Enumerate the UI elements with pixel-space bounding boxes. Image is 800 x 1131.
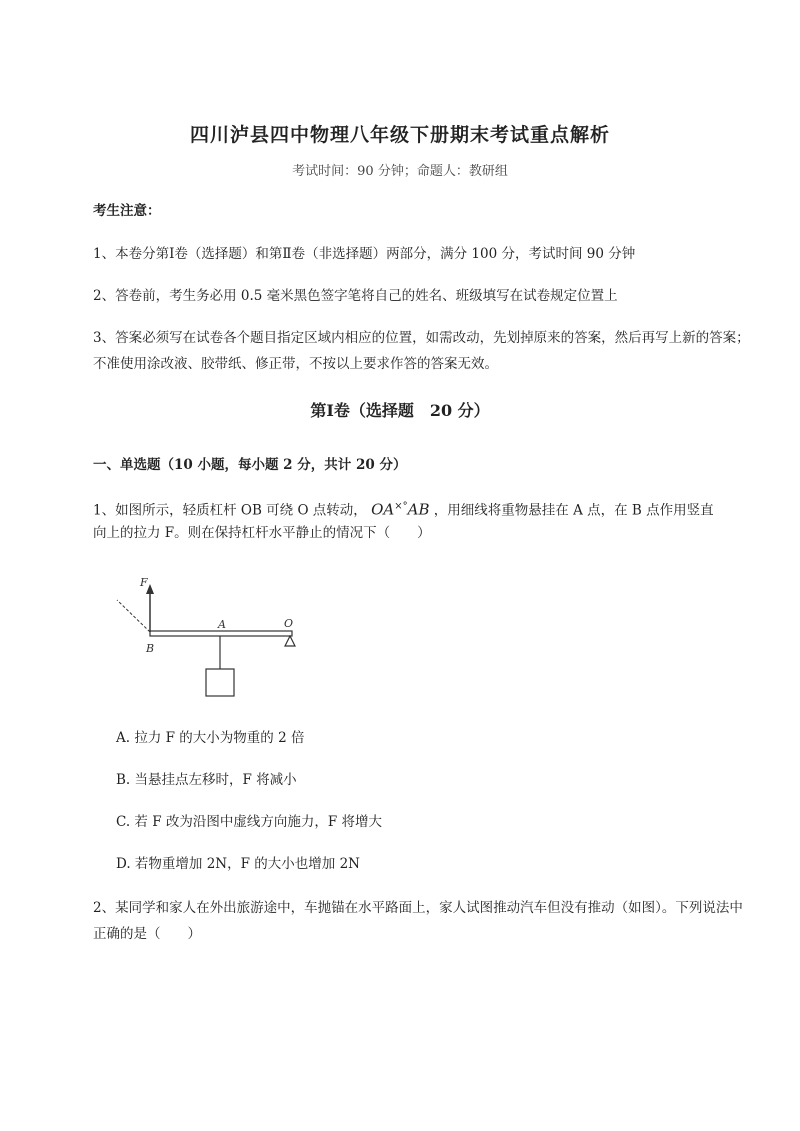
lever-bar [150, 631, 292, 636]
question-1-option-d: D. 若物重增加 2N，F 的大小也增加 2N [116, 856, 360, 872]
question-1-option-b: B. 当悬挂点左移时，F 将减小 [116, 772, 297, 788]
section-title: 第Ⅰ卷（选择题 20 分） [310, 401, 490, 420]
math-oa: OA [371, 500, 395, 519]
question-1-option-c: C. 若 F 改为沿图中虚线方向施力，F 将增大 [116, 814, 383, 830]
notice-item-1: 1、本卷分第Ⅰ卷（选择题）和第Ⅱ卷（非选择题）两部分，满分 100 分，考试时间 90 分钟 [93, 246, 636, 262]
dashed-direction-line [117, 600, 150, 632]
notice-heading: 考生注意： [93, 203, 161, 219]
label-b: B [146, 642, 155, 655]
page-title: 四川泸县四中物理八年级下册期末考试重点解析 [189, 124, 610, 146]
weight-block [206, 669, 234, 696]
question-2-stem: 2、某同学和家人在外出旅游途中，车抛锚在水平路面上，家人试图推动汽车但没有推动（如图）。下列说法中正确的是（ ） [93, 900, 743, 942]
notice-item-2: 2、答卷前，考生务必用 0.5 毫米黑色签字笔将自己的姓名、班级填写在试卷规定位置上 [93, 288, 618, 304]
pivot-triangle [285, 636, 295, 646]
notice-item-3: 3、答案必须写在试卷各个题目指定区域内相应的位置，如需改动，先划掉原来的答案，然后再写上新的答案；不准使用涂改液、胶带纸、修正带，不按以上要求作答的答案无效。 [93, 330, 750, 372]
lever-diagram [112, 574, 312, 704]
question-1-text-a: 1、如图所示，轻质杠杆 OB 可绕 O 点转动， [93, 502, 367, 519]
label-o: O [284, 617, 294, 630]
section-heading: 一、单选题（10 小题，每小题 2 分，共计 20 分） [93, 457, 407, 473]
page-subtitle: 考试时间：90 分钟；命题人：教研组 [292, 164, 508, 179]
math-symbol: ×° [394, 501, 408, 512]
question-1-option-a: A. 拉力 F 的大小为物重的 2 倍 [116, 730, 305, 746]
question-1-text-b: ，用细线将重物悬挂在 A 点，在 B 点作用竖直 [433, 502, 714, 519]
question-1-text-c: 向上的拉力 F。则在保持杠杆水平静止的情况下（ ） [93, 525, 431, 541]
math-ab: AB [407, 500, 430, 519]
label-f: F [140, 576, 148, 589]
lever-figure [112, 574, 312, 704]
label-a: A [218, 618, 226, 631]
